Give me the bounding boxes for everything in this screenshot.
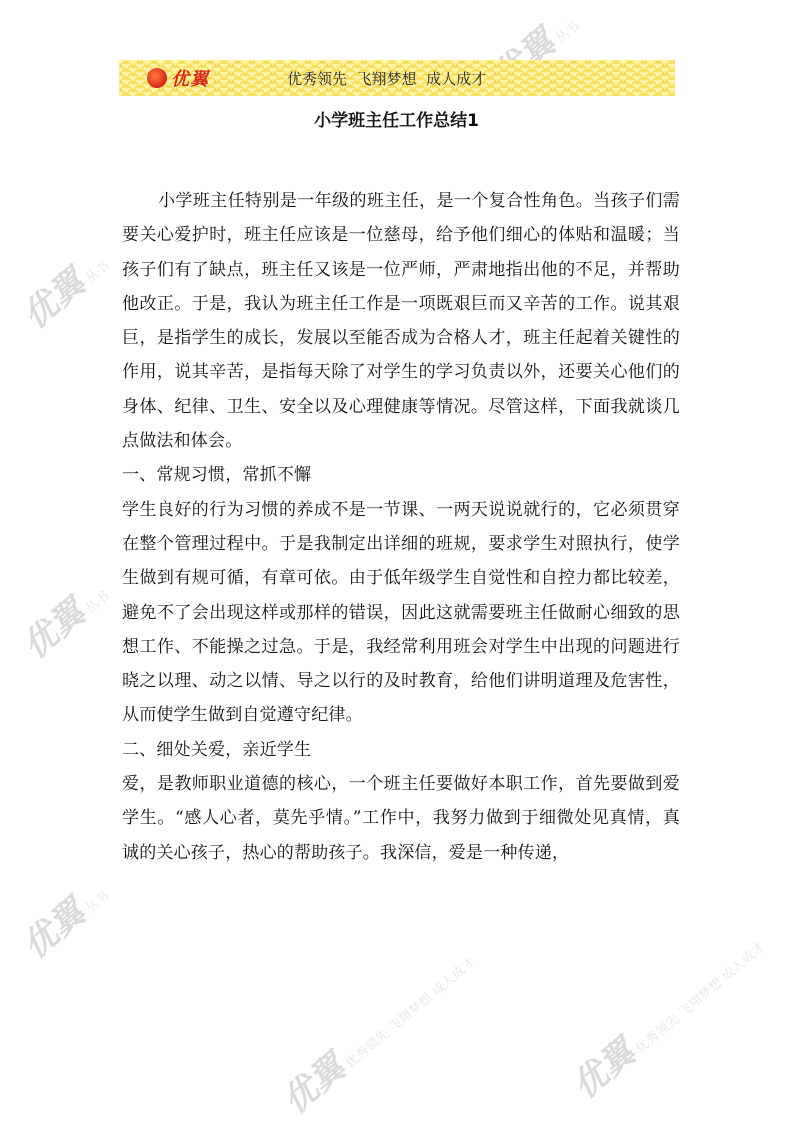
watermark-books: 丛书 [83,258,113,287]
header-banner [119,60,675,96]
watermark [10,867,117,968]
watermark-brand: 优翼 [15,262,93,337]
watermark-motto: 优秀领先 飞翔梦想 成人成才 [343,954,479,1072]
watermark-books: 丛书 [553,18,583,47]
paragraph: 学生良好的行为习惯的养成不是一节课、一两天说说就行的，它必须贯穿在整个管理过程中。于是我制定出详细的班规，要求学生对照执行，使学生做到有规可循，有章可依。由于低年级学生自觉性和自控力都比较差，避免不了会出现这样或那样的错误，因此这就需要班主任做耐心细致的思想工作、不能操之过急。于是，我经常利用班会对学生中出现的问题进行晓之以理、动之以情、导之以行的及时教育，给他们讲明道理及危害性，从而使学生做到自觉遵守纪律。 [122,499,680,726]
watermark-books: 丛书 [83,888,113,917]
watermark-brand: 优翼 [15,892,93,967]
brand-logo [141,64,231,92]
paragraph: 爱，是教师职业道德的核心，一个班主任要做好本职工作，首先要做到爱学生。“感人心者，莫先乎情。”工作中，我努力做到于细微处见真情，真诚的关心孩子，热心的帮助孩子。我深信，爱是一种传递， [122,774,680,863]
watermark [560,918,772,1107]
sun-icon [147,68,167,88]
watermark [10,237,117,338]
watermark [270,933,482,1122]
document-body [122,184,680,870]
page-title: 小学班主任工作总结1 [314,111,479,131]
header-slogan: 优秀领先 飞翔梦想 成人成才 [287,70,487,88]
watermark-brand: 优翼 [565,1032,643,1107]
watermark [10,567,117,668]
watermark-brand: 优翼 [275,1047,353,1122]
watermark-motto: 优秀领先 飞翔梦想 成人成才 [633,939,769,1057]
watermark-books: 丛书 [83,588,113,617]
section-heading: 一、常规习惯，常抓不懈 [122,465,312,486]
watermark-brand: 优翼 [15,592,93,667]
paragraph: 小学班主任特别是一年级的班主任，是一个复合性角色。当孩子们需要关心爱护时，班主任应该是一位慈母，给予他们细心的体贴和温暖；当孩子们有了缺点，班主任又该是一位严师，严肃地指出他的不足，并帮助他改正。于是，我认为班主任工作是一项既艰巨而又辛苦的工作。说其艰巨，是指学生的成长，发展以至能否成为合格人才，班主任起着关键性的作用，说其辛苦，是指每天除了对学生的学习负责以外，还要关心他们的身体、纪律、卫生、安全以及心理健康等情况。尽管这样，下面我就谈几点做法和体会。 [122,191,680,452]
section-heading: 二、细处关爱，亲近学生 [122,739,312,760]
logo-text: 优翼 [171,69,209,90]
